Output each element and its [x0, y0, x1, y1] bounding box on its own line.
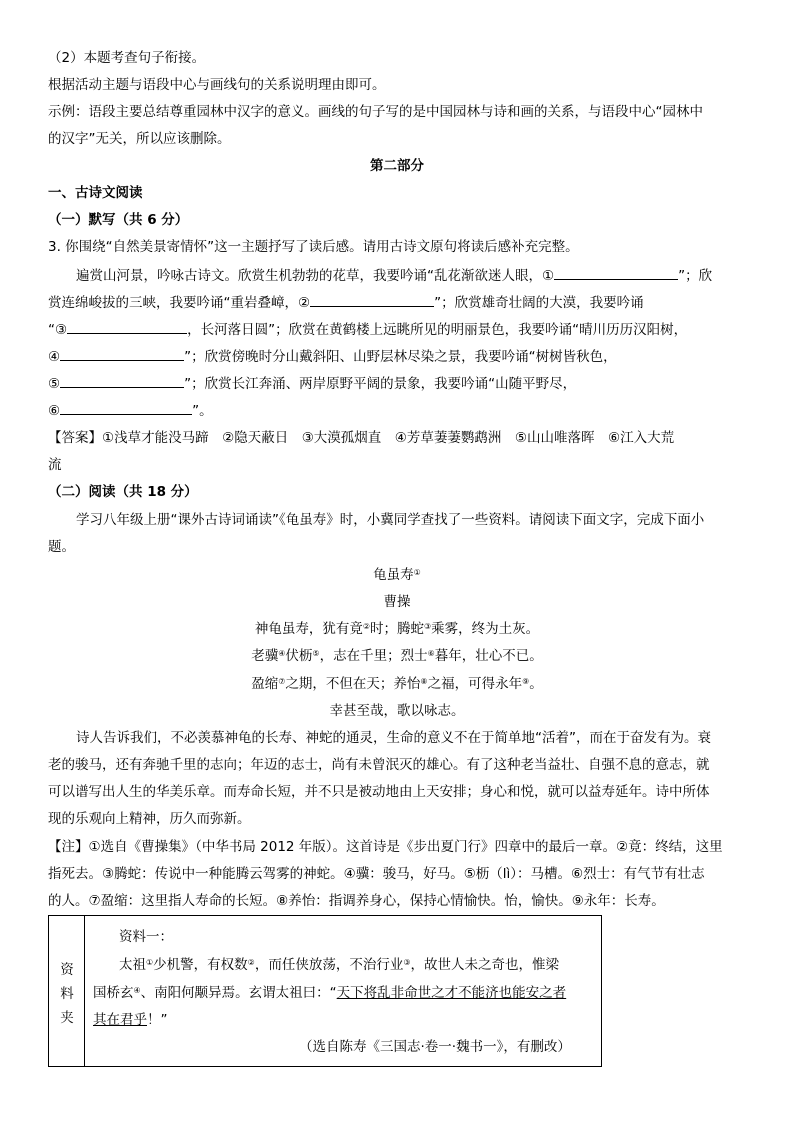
fill-text: ④ — [48, 349, 61, 365]
material-text: 太祖 — [119, 957, 146, 973]
intro-line-1: 学习八年级上册“课外古诗词诵读”《龟虽寿》时，小冀同学查找了一些资料。请阅读下面文字，完成下面小 — [76, 512, 705, 528]
answer-line-2: 流 — [48, 457, 62, 473]
analysis-line-3: 可以谱写出人生的华美乐章。而寿命长短，并不只是被动地由上天安排；身心和悦，就可以益寿延年。诗中所体 — [48, 784, 710, 800]
fill-text: ⑥ — [48, 403, 61, 419]
poem-title — [0, 566, 794, 584]
fill-text: 遍赏山河景，吟咏古诗文。欣赏生机勃勃的花草，我要吟诵“乱花渐欲迷人眼，① — [76, 268, 555, 284]
poem-author: 曹操 — [383, 594, 411, 610]
note-marker: ⑧ — [420, 677, 428, 686]
note-marker: ① — [146, 958, 154, 967]
q2-line3: 的汉字”无关，所以应该删除。 — [48, 131, 231, 147]
note-line-2: 指死去。③腾蛇：传说中一种能腾云驾雾的神蛇。④骥：骏马，好马。⑤枥（lì）：马槽。⑥烈士：有气节有壮志 — [48, 866, 705, 882]
material-heading: 资料一： — [119, 929, 173, 945]
poem-text: 神龟虽寿，犹有竟 — [254, 621, 363, 637]
note-line-3: 的人。⑦盈缩：这里指人寿命的长短。⑧养怡：指调养身心，保持心情愉快。怡，愉快。⑨永年：长寿。 — [48, 893, 665, 909]
intro-line-2: 题。 — [48, 539, 75, 555]
note-marker: ⑨ — [522, 677, 530, 686]
fill-text: ”；欣赏雄奇壮阔的大漠，我要吟诵 — [434, 295, 644, 311]
analysis-line-4: 现的乐观向上精神，历久而弥新。 — [48, 811, 251, 827]
blank-2[interactable] — [310, 293, 434, 307]
q2-line1: 根据活动主题与语段中心与画线句的关系说明理由即可。 — [48, 77, 386, 93]
analysis-line-1: 诗人告诉我们，不必羡慕神龟的长寿、神蛇的通灵，生命的意义不在于简单地“活着”，而在于奋发有为。衰 — [76, 730, 711, 746]
poem-text: 伏枥 — [285, 648, 313, 664]
side-char: 料 — [60, 986, 74, 1002]
note-marker: ④ — [278, 649, 286, 658]
material-line-1 — [119, 956, 559, 974]
poem-title-text: 龟虽寿 — [373, 567, 414, 583]
sub1-heading: （一）默写（共 6 分） — [48, 212, 189, 228]
part2-title: 第二部分 — [370, 158, 424, 174]
note-marker: ④ — [133, 986, 141, 995]
fill-text: ⑤ — [48, 376, 61, 392]
fill-line-1 — [76, 266, 712, 285]
answer-line-1: 【答案】①浅草才能没马蹄 ②隐天蔽日 ③大漠孤烟直 ④芳草萋萋鹦鹉洲 ⑤山山唯落晖 ⑥江入大荒 — [48, 430, 675, 446]
note-marker: ⑦ — [278, 677, 286, 686]
fill-text: ”。 — [192, 403, 213, 419]
fill-text: “③ — [48, 322, 68, 338]
note-marker: ⑥ — [427, 649, 435, 658]
material-box — [48, 915, 602, 1067]
poem-line-1 — [0, 620, 794, 638]
note-marker: ② — [247, 958, 255, 967]
underlined-sentence: 其在君乎 — [93, 1012, 147, 1028]
fill-line-6 — [48, 401, 213, 420]
poem-text: 暮年，壮心不已。 — [434, 648, 543, 664]
material-line-3 — [93, 1011, 168, 1029]
poem-text: 。 — [529, 676, 543, 692]
fill-text: 赏连绵峻拔的三峡，我要吟诵“重岩叠嶂，② — [48, 295, 311, 311]
fill-text: ”；欣赏长江奔涌、两岸原野平阔的景象，我要吟诵“山随平野尽， — [184, 376, 577, 392]
material-text: ，故世人未之奇也，惟梁 — [410, 957, 560, 973]
material-line-2 — [93, 984, 566, 1002]
blank-3[interactable] — [67, 320, 187, 334]
poem-text: 乘雾，终为土灰。 — [431, 621, 540, 637]
poem-line-4: 幸甚至哉，歌以咏志。 — [329, 703, 465, 719]
material-text: ！” — [147, 1012, 168, 1028]
material-box-label — [49, 916, 85, 1066]
material-text: 国桥玄 — [93, 985, 134, 1001]
q2-line2: 示例：语段主要总结尊重园林中汉字的意义。画线的句子写的是中国园林与诗和画的关系，与语段中心“园林中 — [48, 104, 703, 120]
blank-5[interactable] — [60, 374, 184, 388]
blank-6[interactable] — [60, 401, 192, 415]
q3-stem: 3. 你围绕“自然美景寄情怀”这一主题抒写了读后感。请用古诗文原句将读后感补充完整。 — [48, 239, 579, 255]
section1-heading: 一、古诗文阅读 — [48, 185, 143, 201]
note-marker: ③ — [403, 958, 411, 967]
fill-line-2 — [48, 293, 644, 312]
fill-text: ”；欣 — [678, 268, 713, 284]
note-marker: ① — [413, 568, 421, 577]
fill-text: ”；欣赏傍晚时分山戴斜阳、山野层林尽染之景，我要吟诵“树树皆秋色， — [184, 349, 617, 365]
poem-text: 之福，可得永年 — [427, 676, 523, 692]
note-marker: ② — [362, 622, 370, 631]
note-line-1: 【注】①选自《曹操集》（中华书局 2012 年版）。这首诗是《步出夏门行》四章中的最后一章。②竟：终结，这里 — [48, 839, 723, 855]
note-marker: ③ — [424, 622, 432, 631]
side-char: 夹 — [60, 1010, 74, 1026]
blank-4[interactable] — [60, 347, 184, 361]
blank-1[interactable] — [554, 266, 678, 280]
side-char: 资 — [60, 962, 74, 978]
poem-text: 盈缩 — [251, 676, 279, 692]
poem-text: 老骥 — [251, 648, 279, 664]
fill-line-3 — [48, 320, 687, 339]
underlined-sentence: 天下将乱非命世之才不能济也能安之者 — [336, 985, 567, 1001]
poem-line-2 — [0, 647, 794, 665]
poem-text: ，志在千里；烈士 — [319, 648, 428, 664]
fill-line-5 — [48, 374, 576, 393]
material-text: ，而任侠放荡，不治行业 — [254, 957, 404, 973]
material-source: （选自陈寿《三国志·卷一·魏书一》，有删改） — [299, 1039, 571, 1055]
material-text: 少机警，有权数 — [153, 957, 248, 973]
analysis-line-2: 老的骏马，还有奔驰千里的志向；年迈的志士，尚有未曾泯灭的雄心。有了这种老当益壮、自强不息的意志，就 — [48, 757, 710, 773]
q2-label: （2）本题考查句子衔接。 — [48, 50, 206, 66]
note-marker: ⑤ — [312, 649, 320, 658]
fill-text: ，长河落日圆”；欣赏在黄鹤楼上远眺所见的明丽景色，我要吟诵“晴川历历汉阳树， — [187, 322, 688, 338]
fill-line-4 — [48, 347, 617, 366]
poem-line-3 — [0, 675, 794, 693]
poem-text: 时；腾蛇 — [370, 621, 424, 637]
sub2-heading: （二）阅读（共 18 分） — [48, 484, 198, 500]
material-text: 、南阳何颙异焉。玄谓太祖曰：“ — [140, 985, 337, 1001]
poem-text: 之期，不但在天；养怡 — [285, 676, 421, 692]
